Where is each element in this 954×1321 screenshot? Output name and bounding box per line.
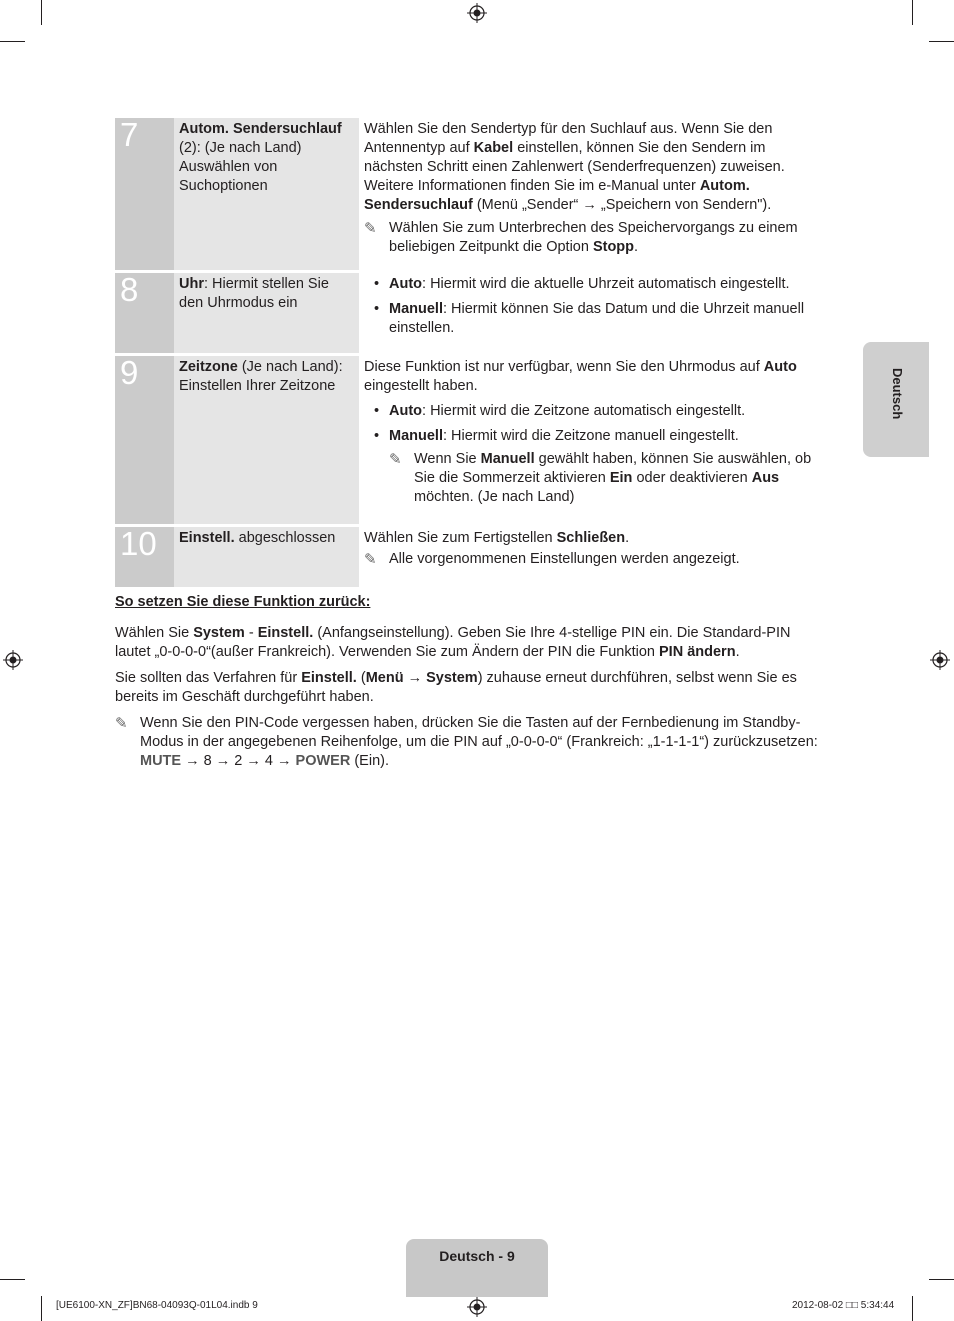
bullet-item: • Auto: Hiermit wird die Zeitzone automatisch eingestellt. [373, 403, 746, 419]
crop-mark [929, 41, 954, 42]
crop-mark [912, 0, 913, 25]
footer-file-info: [UE6100-XN_ZF]BN68-04093Q-01L04.indb 9 [56, 1300, 258, 1311]
pencil-note-icon: ✎ [364, 220, 377, 237]
step-description: Diese Funktion ist nur verfügbar, wenn Sie den Uhrmodus auf Auto eingestellt haben. • Auto: Hiermit wird die Zeitzone automatisch eingestellt. • Manuell: Hiermit wird die Zeitzone manuell eingestellt. ✎ Wenn Sie Manuell gewählt haben, können Sie auswählen, ob Sie die Sommerzeit aktivieren Ein oder deaktivieren Aus möchten. (Je nach Land) [359, 356, 827, 524]
crop-mark [41, 0, 42, 25]
step-number: 10 [115, 527, 174, 587]
step-label: Zeitzone (Je nach Land): Einstellen Ihrer Zeitzone [174, 356, 359, 524]
step-row [115, 356, 827, 524]
registration-mark-icon [467, 3, 487, 23]
note: ✎ Wählen Sie zum Unterbrechen des Speichervorgangs zu einem beliebigen Zeitpunkt die Option Stopp. [364, 220, 798, 255]
note: ✎ Wenn Sie Manuell gewählt haben, können Sie auswählen, ob Sie die Sommerzeit aktivieren Ein oder deaktivieren Aus möchten. (Je nach Land) [389, 451, 812, 505]
step-number: 7 [115, 118, 174, 270]
step-description [359, 273, 827, 353]
registration-mark-icon [3, 650, 23, 670]
pencil-note-icon: ✎ [364, 551, 377, 568]
registration-mark-icon [930, 650, 950, 670]
step-description: Wählen Sie zum Fertigstellen Schließen. ✎ Alle vorgenommenen Einstellungen werden angezeigt. [359, 527, 827, 587]
note: ✎ Alle vorgenommenen Einstellungen werden angezeigt. [364, 551, 740, 568]
step-description: Wählen Sie den Sendertyp für den Suchlauf aus. Wenn Sie den Antennentyp auf Kabel einstellen, können Sie den Sendern im nächsten Schritt einen Zahlenwert (Senderfrequenzen) zuweisen. Weitere Informationen finden Sie im e-Manual unter Autom. Sendersuchlauf (Menü „Sender“ → „Speichern von Sendern"). ✎ Wählen Sie zum Unterbrechen des Speichervorgangs zu einem beliebigen Zeitpunkt die Option Stopp. [359, 118, 827, 270]
language-side-tab: Deutsch [863, 342, 929, 457]
step-row [115, 273, 827, 353]
pencil-note-icon: ✎ [389, 451, 402, 468]
step-number: 9 [115, 356, 174, 524]
pencil-note-icon: ✎ [115, 715, 128, 732]
step-number: 8 [115, 273, 174, 353]
crop-mark [0, 41, 25, 42]
footer-timestamp: 2012-08-02 □□ 5:34:44 [792, 1300, 895, 1311]
step-row [115, 118, 827, 270]
note: ✎ Wenn Sie den PIN-Code vergessen haben, drücken Sie die Tasten auf der Fernbedienung im Standby-Modus in der angegebenen Reihenfolge, um die PIN auf „0-0-0-0“ (Frankreich: „1-1-1-1“) zurückzusetzen: MUTE → 8 → 2 → 4 → POWER (Ein). [115, 715, 818, 769]
registration-mark-icon [467, 1297, 487, 1317]
step-row [115, 527, 827, 587]
crop-mark [929, 1279, 954, 1280]
bullet-item: • Manuell: Hiermit wird die Zeitzone manuell eingestellt. [373, 428, 739, 444]
page-number-box [406, 1239, 548, 1297]
section-heading: So setzen Sie diese Funktion zurück: [115, 594, 371, 610]
reset-section [115, 593, 827, 771]
paragraph: Sie sollten das Verfahren für Einstell. (Menü → System) zuhause erneut durchführen, selbst wenn Sie es bereits im Geschäft durchgeführt haben. [115, 670, 797, 705]
step-label: Einstell. abgeschlossen [174, 527, 359, 587]
step-label: Autom. Sendersuchlauf (2): (Je nach Land) Auswählen von Suchoptionen [174, 118, 359, 270]
crop-mark [912, 1296, 913, 1321]
bullet-item: • Manuell: Hiermit können Sie das Datum und die Uhrzeit manuell einstellen. [373, 301, 805, 336]
page-number: Deutsch - 9 [439, 1248, 515, 1264]
paragraph: Wählen Sie System - Einstell. (Anfangseinstellung). Geben Sie Ihre 4-stellige PIN ein. Die Standard-PIN lautet „0-0-0-0“(außer Frankreich). Verwenden Sie zum Ändern der PIN die Funktion PIN ändern. [115, 625, 791, 660]
step-label: Uhr: Hiermit stellen Sie den Uhrmodus ein [174, 273, 359, 353]
setup-steps-table [115, 115, 827, 590]
bullet-item: • Auto: Hiermit wird die aktuelle Uhrzeit automatisch eingestellt. [373, 276, 790, 292]
crop-mark [0, 1279, 25, 1280]
crop-mark [41, 1296, 42, 1321]
